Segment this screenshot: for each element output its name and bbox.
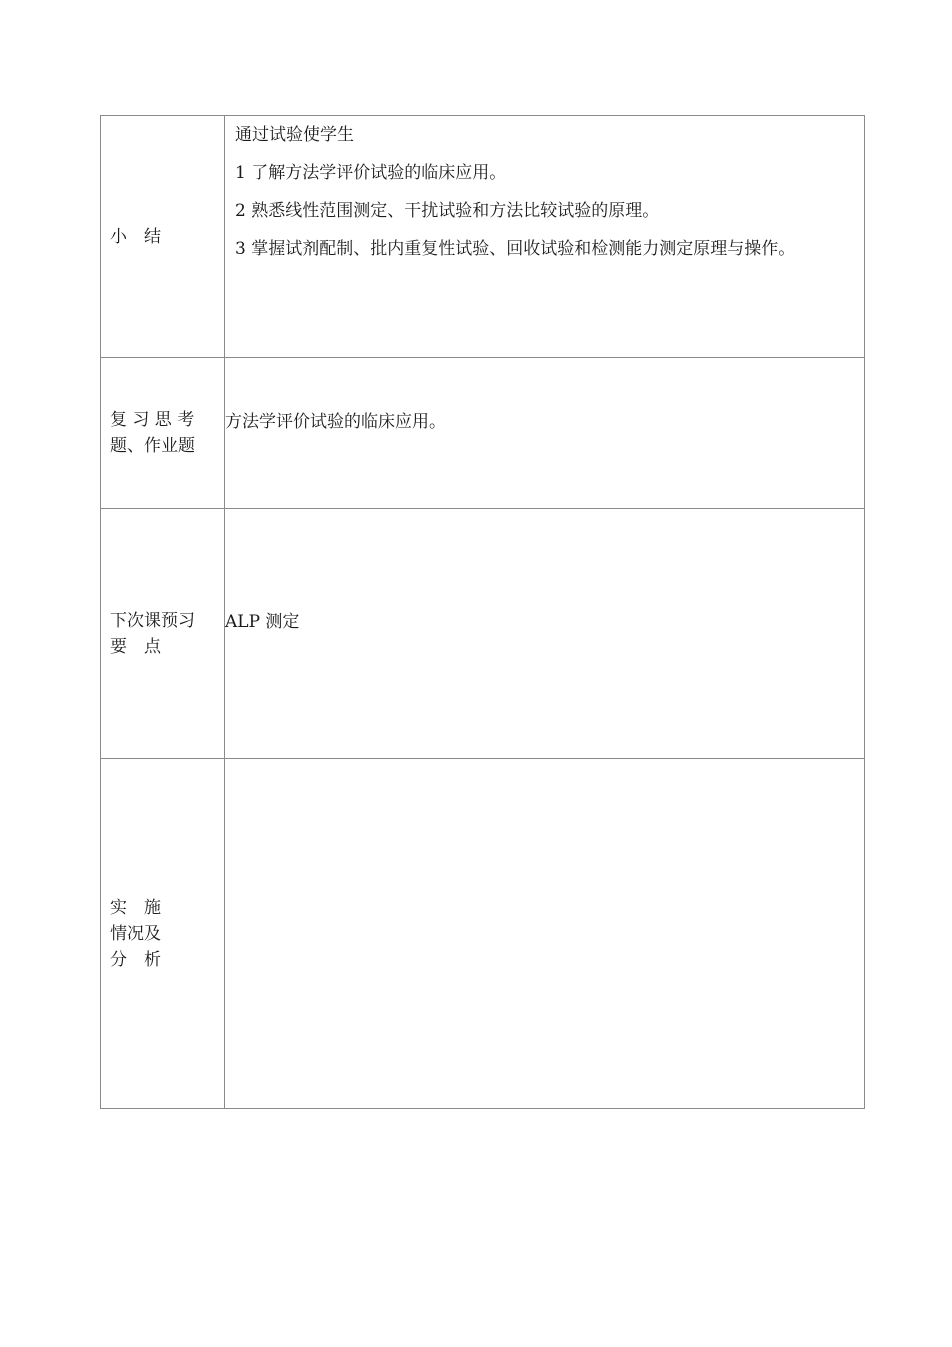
- analysis-content-cell: [225, 759, 865, 1109]
- analysis-label-line-3: 分 析: [110, 949, 161, 970]
- summary-label: 小 结: [110, 226, 161, 247]
- lesson-summary-table: [100, 115, 865, 1109]
- analysis-row: [101, 759, 865, 1109]
- summary-row: [101, 116, 865, 358]
- review-content-cell: [225, 358, 865, 509]
- review-label-line-1: 复 习 思 考: [110, 410, 195, 430]
- analysis-label-cell: [101, 759, 225, 1109]
- analysis-label-line-2: 情况及: [110, 923, 161, 944]
- preview-content-cell: [225, 509, 865, 759]
- preview-row: [101, 509, 865, 759]
- review-label-line-2: 题、作业题: [110, 436, 195, 456]
- review-content: 方法学评价试验的临床应用。: [225, 412, 446, 432]
- preview-content: ALP 测定: [225, 611, 300, 632]
- summary-intro: 通过试验使学生: [235, 125, 354, 145]
- analysis-label-line-1: 实 施: [110, 897, 161, 918]
- summary-item-3: 3 掌握试剂配制、批内重复性试验、回收试验和检测能力测定原理与操作。: [235, 239, 796, 259]
- summary-item-1: 1 了解方法学评价试验的临床应用。: [235, 163, 507, 183]
- review-label-cell: [101, 358, 225, 509]
- review-row: [101, 358, 865, 509]
- summary-item-2: 2 熟悉线性范围测定、干扰试验和方法比较试验的原理。: [235, 201, 660, 221]
- preview-label-line-1: 下次课预习: [110, 610, 195, 631]
- preview-label-cell: [101, 509, 225, 759]
- summary-content-cell: [225, 116, 865, 358]
- preview-label-line-2: 要 点: [110, 636, 161, 657]
- summary-label-cell: [101, 116, 225, 358]
